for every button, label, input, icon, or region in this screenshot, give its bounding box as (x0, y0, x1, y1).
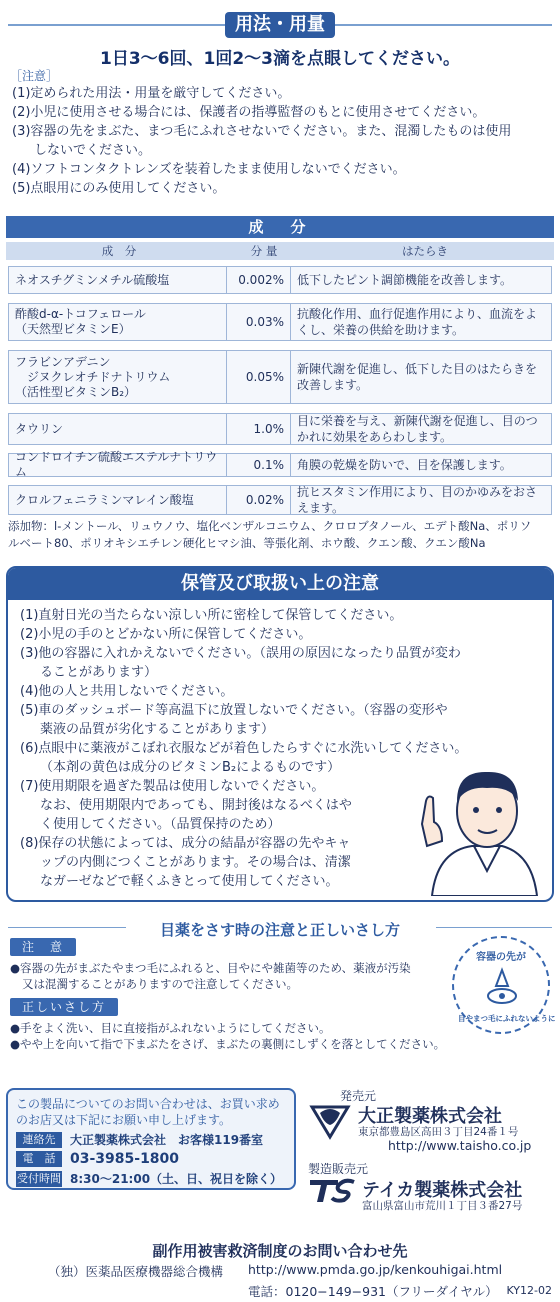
maker-label: 製造販売元 (308, 1162, 369, 1176)
ingredient-name: ネオスチグミンメチル硫酸塩 (15, 272, 170, 287)
teika-logo-icon (308, 1174, 356, 1204)
ingredient-name: （活性型ビタミンB₂） (15, 384, 137, 399)
ingredient-amount: 0.02% (227, 486, 291, 514)
header-function: はたらき (402, 244, 448, 258)
maker-name: テイカ製薬株式会社 (362, 1180, 523, 1201)
contact-row (16, 1151, 286, 1167)
storage-title: 保管及び取扱い上の注意 (8, 568, 552, 600)
ingredient-row (8, 413, 552, 445)
storage-item: (5)車のダッシュボード等高温下に放置しないでください。（容器の変形や (20, 703, 448, 718)
contact-tag: 連絡先 (16, 1132, 62, 1148)
ingredient-name: コンドロイチン硫酸エステルナトリウム (15, 450, 218, 479)
maker-address: 富山県富山市荒川１丁目３番27号 (362, 1200, 523, 1212)
usage-note: (5)点眼用にのみ使用してください。 (12, 181, 226, 196)
usage-note: (1)定められた用法・用量を厳守してください。 (12, 86, 291, 101)
usage-notes (12, 84, 511, 198)
relief-phone: 電話：0120−149−931（フリーダイヤル） (248, 1284, 498, 1299)
storage-item: ることがあります） (40, 665, 158, 680)
document-code: KY12-02 (506, 1284, 552, 1297)
storage-item: (6)点眼中に薬液がこぼれ衣服などが着色したらすぐに水洗いしてください。 (20, 741, 468, 756)
ingredient-function: 抗ヒスタミン作用により、目のかゆみをおさえます。 (297, 485, 538, 515)
relief-url[interactable]: http://www.pmda.go.jp/kenkouhigai.html (248, 1262, 503, 1277)
caution-item: 又は混濁することがありますので注意してください。 (22, 977, 298, 991)
ingredient-amount: 0.03% (227, 304, 291, 340)
caution-label: 注 意 (10, 938, 76, 956)
ingredient-amount: 0.002% (227, 267, 291, 293)
ingredient-amount: 0.1% (227, 454, 291, 476)
usage-title: 用法・用量 (225, 12, 335, 38)
storage-item: 薬液の品質が劣化することがあります） (40, 722, 275, 737)
contact-box (6, 1088, 296, 1190)
usage-note: (4)ソフトコンタクトレンズを装着したまま使用しないでください。 (12, 162, 406, 177)
header-name: 成 分 (101, 244, 137, 258)
ingredient-function: 低下したピント調節機能を改善します。 (297, 273, 513, 287)
ingredient-name: タウリン (15, 421, 64, 436)
contact-intro: この製品についてのお問い合わせは、お買い求めのお店又は下記にお願い申し上げます。 (16, 1097, 280, 1127)
ingredient-row (8, 303, 552, 341)
usage-note: しないでください。 (34, 143, 152, 158)
storage-item: (8)保存の状態によっては、成分の結晶が容器の先やキャ (20, 836, 351, 851)
ingredient-name: ジヌクレオチドナトリウム (15, 369, 171, 384)
ingredient-name: （天然型ビタミンE） (15, 322, 131, 336)
storage-list (20, 606, 467, 891)
contact-tag: 受付時間 (17, 1171, 61, 1185)
storage-item: (1)直射日光の当たらない涼しい所に密栓して保管してください。 (20, 608, 403, 623)
storage-item: ップの内側につくことがあります。その場合は、清潔 (40, 855, 351, 870)
additives (8, 518, 552, 552)
correct-item: ●手をよく洗い、目に直接指がふれないようにしてください。 (10, 1021, 331, 1035)
ingredient-amount: 0.05% (227, 351, 291, 403)
usage-note: (2)小児に使用させる場合には、保護者の指導監督のもとに使用させてください。 (12, 105, 486, 120)
additives-line: ルベート80、ポリオキシエチレン硬化ヒマシ油、等張化剤、ホウ酸、クエン酸、クエン酸Na (8, 536, 486, 550)
seller-label: 発売元 (340, 1089, 377, 1103)
badge-top-text: 容器の先が (476, 952, 526, 963)
ingredient-name: クロルフェニラミンマレイン酸塩 (15, 492, 194, 507)
ingredient-name: フラビンアデニン (15, 354, 111, 369)
bottle-tip-badge (452, 936, 556, 1034)
correct-list (10, 1020, 445, 1052)
caution-list (10, 960, 411, 992)
relief-title: 副作用被害救済制度のお問い合わせ先 (152, 1242, 408, 1260)
contact-row (16, 1170, 286, 1187)
ingredient-function: 抗酸化作用、血行促進作用により、血流をよくし、栄養の供給を助けます。 (297, 307, 538, 337)
contact-value: 大正製薬株式会社 お客様119番室 (70, 1133, 264, 1147)
ingredients-header (6, 242, 554, 260)
doctor-illustration (412, 746, 542, 896)
correct-label: 正しいさし方 (10, 998, 118, 1016)
ingredient-function: 角膜の乾燥を防いで、目を保護します。 (297, 458, 512, 472)
storage-item: （本剤の黄色は成分のビタミンB₂によるものです） (40, 760, 341, 775)
ingredient-row (8, 350, 552, 404)
storage-item: (2)小児の手のとどかない所に保管してください。 (20, 627, 312, 642)
contact-phone[interactable]: 03-3985-1800 (70, 1151, 180, 1167)
storage-item: (4)他の人と共用しないでください。 (20, 684, 234, 699)
storage-item: (3)他の容器に入れかえないでください。（誤用の原因になったり品質が変わ (20, 646, 461, 661)
eye-drop-icon (482, 966, 522, 1006)
relief-org: （独）医薬品医療機器総合機構 (48, 1264, 224, 1279)
taisho-logo-icon (308, 1103, 352, 1141)
ingredients-title: 成 分 (6, 216, 554, 238)
contact-row (16, 1131, 286, 1148)
storage-item: なお、使用期限内であっても、開封後はなるべくはや (40, 798, 352, 813)
storage-item: なガーゼなどで軽くふきとって使用してください。 (40, 874, 339, 889)
storage-box (6, 566, 554, 902)
ingredient-amount: 1.0% (227, 414, 291, 444)
seller-url[interactable]: http://www.taisho.co.jp (388, 1138, 532, 1153)
contact-tag: 電 話 (16, 1151, 62, 1167)
ingredient-row (8, 485, 552, 515)
howto-title: 目薬をさす時の注意と正しいさし方 (159, 921, 400, 939)
usage-note-label: ［注意］ (10, 69, 59, 83)
ingredient-row (8, 450, 552, 479)
ingredient-name: 酢酸d-α-トコフェロール (15, 307, 146, 321)
header-amount: 分 量 (250, 244, 278, 258)
contact-value: 8:30～21:00（土、日、祝日を除く） (70, 1172, 283, 1186)
ingredient-function: 目に栄養を与え、新陳代謝を促進し、目のつかれに効果をあらわします。 (297, 414, 538, 444)
seller-name: 大正製薬株式会社 (358, 1106, 502, 1127)
seller-address: 東京都豊島区高田３丁目24番１号 (358, 1126, 519, 1138)
storage-item: く使用してください。（品質保持のため） (40, 817, 281, 832)
additives-line: 添加物：l-メントール、リュウノウ、塩化ベンザルコニウム、クロロブタノール、エデト酸Na、ポリソ (8, 519, 532, 533)
caution-item: ●容器の先がまぶたやまつ毛にふれると、目やにや雑菌等のため、薬液が汚染 (10, 961, 411, 975)
dosage-text: 1日3～6回、1回2～3滴を点眼してください。 (100, 49, 460, 69)
usage-note: (3)容器の先をまぶた、まつ毛にふれさせないでください。また、混濁したものは使用 (12, 124, 512, 139)
ingredient-row (8, 266, 552, 294)
correct-item: ●やや上を向いて指で下まぶたをさげ、まぶたの裏側にしずくを落としてください。 (10, 1037, 446, 1051)
storage-item: (7)使用期限を過ぎた製品は使用しないでください。 (20, 779, 325, 794)
badge-bottom-text: 目やまつ毛にふれないように (458, 1014, 556, 1023)
ingredient-function: 新陳代謝を促進し、低下した目のはたらきを改善します。 (297, 362, 538, 392)
